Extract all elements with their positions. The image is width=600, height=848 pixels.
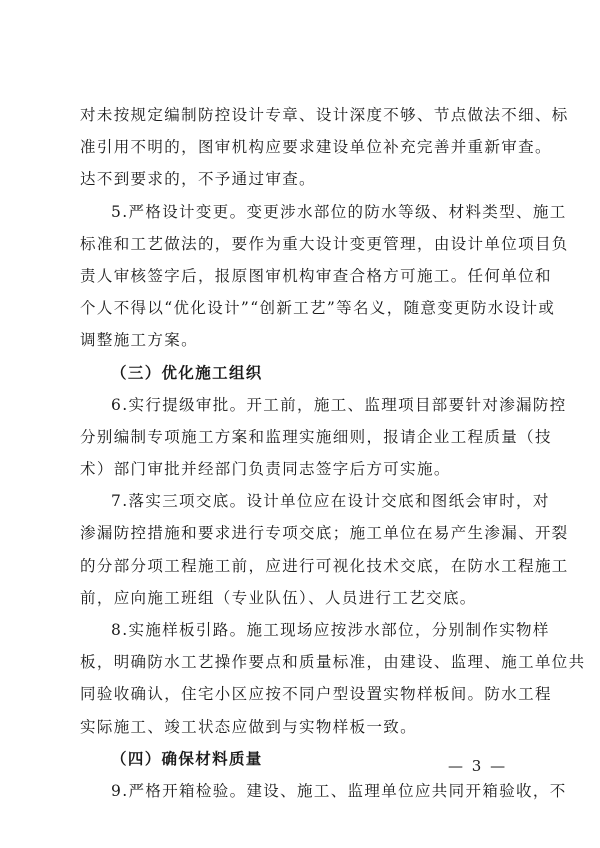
- text-line: 7.落实三项交底。设计单位应在设计交底和图纸会审时，对: [111, 492, 550, 511]
- text-line: 渗漏防控措施和要求进行专项交底；施工单位在易产生渗漏、开裂: [80, 524, 569, 543]
- text-line: 达不到要求的，不予通过审查。: [80, 170, 316, 189]
- text-line: 8.实施样板引路。施工现场应按涉水部位，分别制作实物样: [111, 621, 550, 639]
- text-line: 实际施工、竣工状态应做到与实物样板一致。: [80, 717, 418, 736]
- text-line: 同验收确认，住宅小区应按不同户型设置实物样板间。防水工程: [80, 685, 552, 704]
- text-line: 调整施工方案。: [80, 331, 198, 350]
- text-line: 准引用不明的，图审机构应要求建设单位补充完善并重新审查。: [80, 138, 552, 157]
- text-line: 对未按规定编制防控设计专章、设计深度不够、节点做法不细、标: [80, 106, 569, 124]
- text-line: 6.实行提级审批。开工前，施工、监理项目部要针对渗漏防控: [111, 395, 567, 414]
- text-line: 9.严格开箱检验。建设、施工、监理单位应共同开箱验收，不: [111, 781, 567, 800]
- document-body: [80, 99, 586, 807]
- section-heading: （三）优化施工组织: [111, 362, 263, 382]
- text-line: 板，明确防水工艺操作要点和质量标准，由建设、监理、施工单位共: [80, 653, 586, 672]
- text-line: 分别编制专项施工方案和监理实施细则，报请企业工程质量（技: [80, 427, 552, 446]
- text-line: 责人审核签字后，报原图审机构审查合格方可施工。任何单位和: [80, 266, 552, 285]
- text-line: 前，应向施工班组（专业队伍）、人员进行工艺交底。: [80, 588, 477, 607]
- text-line: 5.严格设计变更。变更涉水部位的防水等级、材料类型、施工: [111, 202, 567, 221]
- text-line: 术）部门审批并经部门负责同志签字后方可实施。: [80, 460, 451, 479]
- page-number: — 3 —: [448, 757, 508, 775]
- text-line: 个人不得以“优化设计”“创新工艺”等名义，随意变更防水设计或: [80, 299, 556, 318]
- text-line: 的分部分项工程施工前，应进行可视化技术交底，在防水工程施工: [80, 556, 569, 575]
- section-heading: （四）确保材料质量: [111, 748, 263, 768]
- text-line: 标准和工艺做法的，要作为重大设计变更管理，由设计单位项目负: [80, 234, 569, 253]
